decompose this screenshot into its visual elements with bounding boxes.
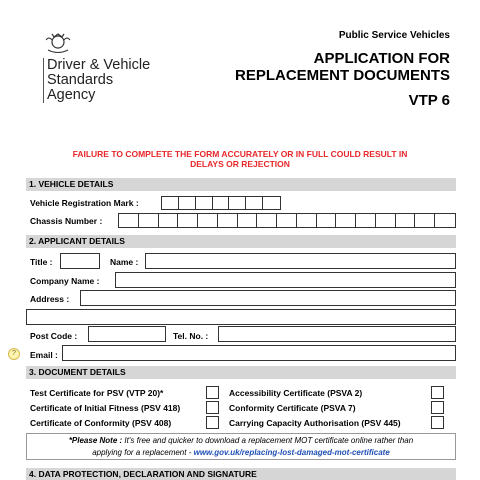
agency-line: Standards: [47, 72, 114, 88]
char-cell: [395, 214, 396, 227]
form-subtitle: Public Service Vehicles: [338, 30, 450, 41]
doc-checkbox-psv418[interactable]: [206, 401, 219, 414]
char-cell: [296, 214, 297, 227]
warning-line: DELAYS OR REJECTION: [190, 159, 290, 169]
chassis-input[interactable]: [118, 213, 456, 228]
note-line: [27, 447, 455, 459]
warning-line: FAILURE TO COMPLETE THE FORM ACCURATELY OR IN FULL COULD RESULT IN: [72, 149, 408, 159]
char-cell: [237, 214, 238, 227]
char-cell: [375, 214, 376, 227]
chassis-label: Chassis Number :: [30, 216, 103, 226]
address-line2-input[interactable]: [26, 309, 456, 325]
note-line: [27, 435, 455, 447]
company-label: Company Name :: [30, 276, 100, 286]
section-heading-applicant: 2. APPLICANT DETAILS: [26, 235, 456, 248]
doc-item-label: Certificate of Initial Fitness (PSV 418): [30, 403, 181, 413]
form-title-line: APPLICATION FOR: [313, 50, 450, 67]
section-heading-documents: 3. DOCUMENT DETAILS: [26, 366, 456, 379]
char-cell: [355, 214, 356, 227]
char-cell: [228, 197, 229, 209]
email-input[interactable]: [62, 345, 456, 361]
postcode-label: Post Code :: [30, 331, 78, 341]
mot-certificate-link[interactable]: www.gov.uk/replacing-lost-damaged-mot-certificate: [193, 448, 390, 457]
char-cell: [316, 214, 317, 227]
char-cell: [212, 197, 213, 209]
doc-checkbox-psv445[interactable]: [431, 416, 444, 429]
section-heading-declaration: 4. DATA PROTECTION, DECLARATION AND SIGNATURE: [26, 468, 456, 480]
lightbulb-hint-icon[interactable]: ?: [8, 348, 20, 360]
postcode-input[interactable]: [88, 326, 166, 342]
doc-item-label: Carrying Capacity Authorisation (PSV 445): [229, 418, 401, 428]
char-cell: [197, 214, 198, 227]
form-code: VTP 6: [408, 92, 450, 109]
doc-checkbox-vtp20[interactable]: [206, 386, 219, 399]
agency-line: Driver & Vehicle: [47, 57, 151, 73]
doc-item-label: Conformity Certificate (PSVA 7): [229, 403, 356, 413]
address-label: Address :: [30, 294, 70, 304]
form-header: [0, 0, 480, 120]
char-cell: [256, 214, 257, 227]
char-cell: [276, 214, 277, 227]
name-label: Name :: [110, 257, 139, 267]
address-input[interactable]: [80, 290, 456, 306]
note-text: applying for a replacement -: [92, 448, 194, 457]
doc-checkbox-psva7[interactable]: [431, 401, 444, 414]
char-cell: [217, 214, 218, 227]
title-input[interactable]: [60, 253, 100, 269]
char-cell: [138, 214, 139, 227]
note-prefix: *Please Note :: [68, 436, 123, 445]
char-cell: [178, 197, 179, 209]
tel-label: Tel. No. :: [173, 331, 209, 341]
warning-message: [20, 149, 460, 169]
title-label: Title :: [30, 257, 53, 267]
section-heading-vehicle: 1. VEHICLE DETAILS: [26, 178, 456, 191]
agency-name: [43, 58, 150, 103]
char-cell: [195, 197, 196, 209]
char-cell: [262, 197, 263, 209]
form-title-block: [235, 30, 450, 109]
doc-item-label: Accessibility Certificate (PSVA 2): [229, 388, 363, 398]
doc-item-label: Test Certificate for PSV (VTP 20)*: [30, 388, 164, 398]
vehicle-reg-input[interactable]: [161, 196, 281, 210]
company-input[interactable]: [115, 272, 456, 288]
char-cell: [434, 214, 435, 227]
form-title-line: REPLACEMENT DOCUMENTS: [234, 67, 450, 84]
char-cell: [335, 214, 336, 227]
mot-note: [26, 433, 456, 460]
agency-line: Agency: [47, 87, 96, 103]
note-text: It's free and quicker to download a replacement MOT certificate online rather than: [122, 436, 414, 445]
doc-checkbox-psv408[interactable]: [206, 416, 219, 429]
tel-input[interactable]: [218, 326, 456, 342]
char-cell: [414, 214, 415, 227]
char-cell: [245, 197, 246, 209]
email-label: Email :: [30, 350, 58, 360]
char-cell: [177, 214, 178, 227]
char-cell: [158, 214, 159, 227]
royal-crest-icon: [44, 30, 72, 54]
vehicle-reg-label: Vehicle Registration Mark :: [30, 198, 139, 208]
name-input[interactable]: [145, 253, 456, 269]
doc-item-label: Certificate of Conformity (PSV 408): [30, 418, 172, 428]
doc-checkbox-psva2[interactable]: [431, 386, 444, 399]
